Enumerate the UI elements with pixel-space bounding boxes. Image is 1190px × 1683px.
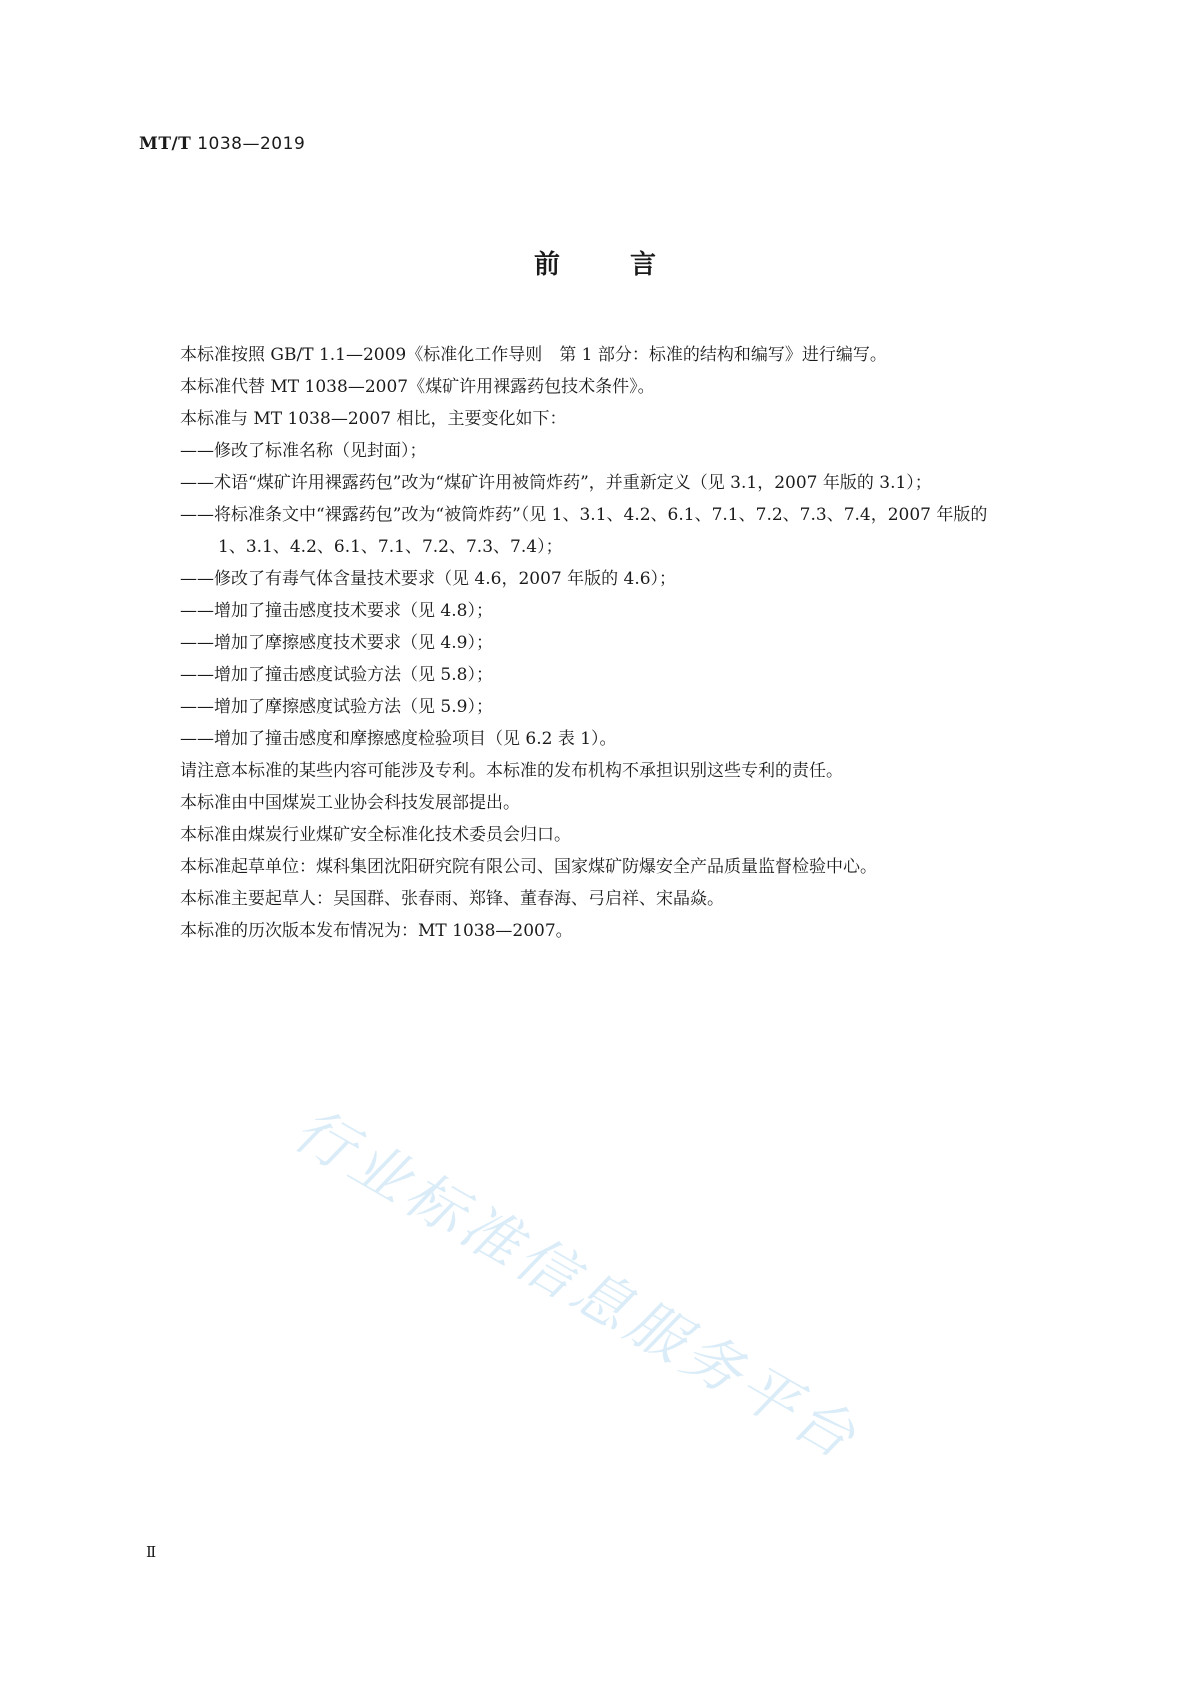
paragraph: 本标准由中国煤炭工业协会科技发展部提出。	[180, 793, 520, 813]
paragraph: 本标准由煤炭行业煤矿安全标准化技术委员会归口。	[180, 825, 571, 845]
standard-code-prefix: MT/T	[139, 134, 192, 154]
paragraph: 本标准与 MT 1038—2007 相比，主要变化如下：	[180, 409, 567, 429]
paragraph: 请注意本标准的某些内容可能涉及专利。本标准的发布机构不承担识别这些专利的责任。	[180, 761, 843, 781]
paragraph: 本标准代替 MT 1038—2007《煤矿许用裸露药包技术条件》。	[180, 377, 655, 397]
document-body	[180, 339, 1060, 947]
list-item: ——将标准条文中“裸露药包”改为“被筒炸药”（见 1、3.1、4.2、6.1、7.1、7.2、7.3、7.4，2007 年版的	[180, 505, 988, 525]
list-item: ——增加了摩擦感度试验方法（见 5.9）；	[180, 697, 493, 717]
list-item: ——增加了撞击感度和摩擦感度检验项目（见 6.2 表 1）。	[180, 729, 617, 749]
list-item: ——增加了摩擦感度技术要求（见 4.9）；	[180, 633, 493, 653]
page-number: Ⅱ	[146, 1543, 157, 1561]
paragraph: 本标准起草单位：煤科集团沈阳研究院有限公司、国家煤矿防爆安全产品质量监督检验中心。	[180, 857, 877, 877]
list-item: ——修改了标准名称（见封面）；	[180, 441, 427, 461]
page-title: 前言	[533, 250, 726, 280]
list-item-continuation: 1、3.1、4.2、6.1、7.1、7.2、7.3、7.4）；	[218, 537, 563, 557]
paragraph: 本标准按照 GB/T 1.1—2009《标准化工作导则 第 1 部分：标准的结构和编写》进行编写。	[180, 345, 887, 365]
paragraph: 本标准的历次版本发布情况为：MT 1038—2007。	[180, 921, 573, 941]
list-item: ——增加了撞击感度技术要求（见 4.8）；	[180, 601, 493, 621]
watermark: 行业标准信息服务平台	[282, 1094, 871, 1474]
standard-code-number: 1038—2019	[191, 134, 306, 154]
list-item: ——修改了有毒气体含量技术要求（见 4.6，2007 年版的 4.6）；	[180, 569, 677, 589]
paragraph: 本标准主要起草人：吴国群、张春雨、郑锋、董春海、弓启祥、宋晶焱。	[180, 889, 724, 909]
list-item: ——增加了撞击感度试验方法（见 5.8）；	[180, 665, 493, 685]
list-item: ——术语“煤矿许用裸露药包”改为“煤矿许用被筒炸药”，并重新定义（见 3.1，2007 年版的 3.1）；	[180, 473, 932, 493]
standard-code	[139, 134, 305, 154]
